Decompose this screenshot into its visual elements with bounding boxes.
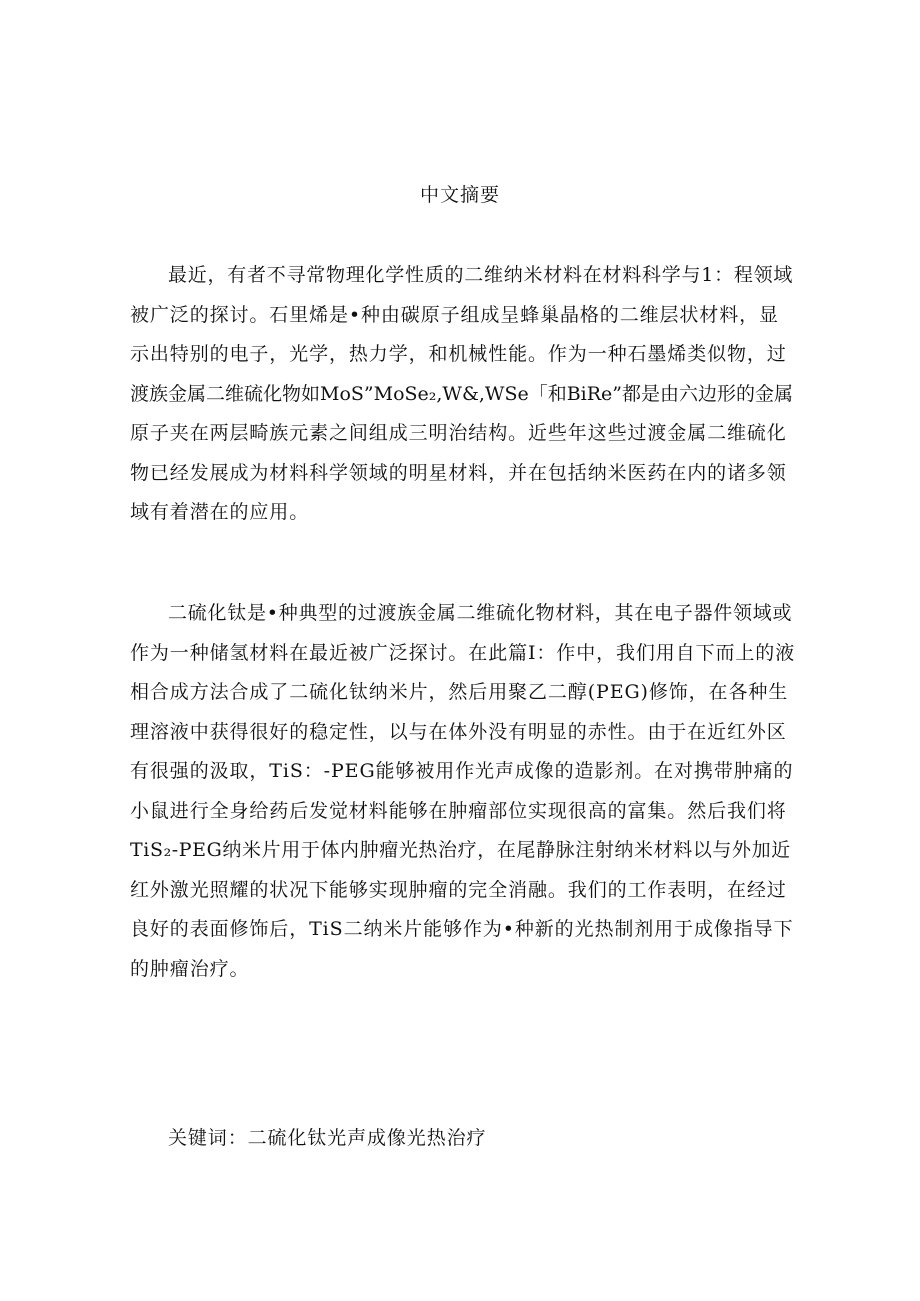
paragraph-line: 被广泛的探讨。石里烯是•种由碳原子组成呈蜂巢晶格的二维层状材料，显 <box>130 303 779 326</box>
abstract-title: 中文摘要 <box>419 184 500 206</box>
paragraph-line: 小鼠进行全身给药后发觉材料能够在肿瘤部位实现很高的富集。然后我们将 <box>130 799 787 822</box>
paragraph-line: 原子夹在两层畸族元素之间组成三明治结构。近些年这些过渡金属二维硫化 <box>130 422 787 444</box>
paragraph-line: 的肿瘤治疗。 <box>130 957 250 980</box>
paragraph-line: 物已经发展成为材料科学领域的明星材料，并在包括纳米医药在内的诸多领 <box>130 461 787 484</box>
paragraph-line: 示出特别的电子，光学，热力学，和机械性能。作为一种石墨烯类似物，过 <box>130 343 787 365</box>
paragraph-line: 有很强的汲取，TiS：-PEG能够被用作光声成像的造影剂。在对携带肿痛的 <box>130 760 794 782</box>
abstract-paragraph-2 <box>130 594 794 989</box>
paragraph-line: 最近，有者不寻常物理化学性质的二维纳米材料在材料科学与1：程领域 <box>168 264 794 286</box>
paragraph-line: 理溶液中获得很好的稳定性，以与在体外没有明显的赤性。由于在近红外区 <box>130 720 787 743</box>
paragraph-line: 红外激光照耀的状况下能够实现肿瘤的完全消融。我们的工作表明，在经过 <box>130 878 787 901</box>
paragraph-line: TiS₂-PEG纳米片用于体内肿瘤光热治疗，在尾静脉注射纳米材料以与外加近 <box>130 839 791 861</box>
paragraph-line: 域有着潜在的应用。 <box>130 501 310 523</box>
paragraph-line: 相合成方法合成了二硫化钛纳米片，然后用聚乙二醇(PEG)修饰，在各种生 <box>130 681 789 703</box>
keywords-line: 关键词：二硫化钛光声成像光热治疗 <box>168 1127 487 1149</box>
paragraph-line: 二硫化钛是•种典型的过渡族金属二维硫化物材料，其在电子器件领域或 <box>168 602 793 624</box>
paragraph-line: 作为一种储氢材料在最近被广泛探讨。在此篇I：作中，我们用自下而上的液 <box>130 641 796 664</box>
paragraph-line: 渡族金属二维硫化物如MoS”MoSe₂,W&,WSe「和BiRe”都是由六边形的金属 <box>130 382 794 405</box>
abstract-paragraph-1 <box>130 256 794 533</box>
paragraph-line: 良好的表面修饰后，TiS二纳米片能够作为•种新的光热制剂用于成像指导下 <box>130 918 794 940</box>
